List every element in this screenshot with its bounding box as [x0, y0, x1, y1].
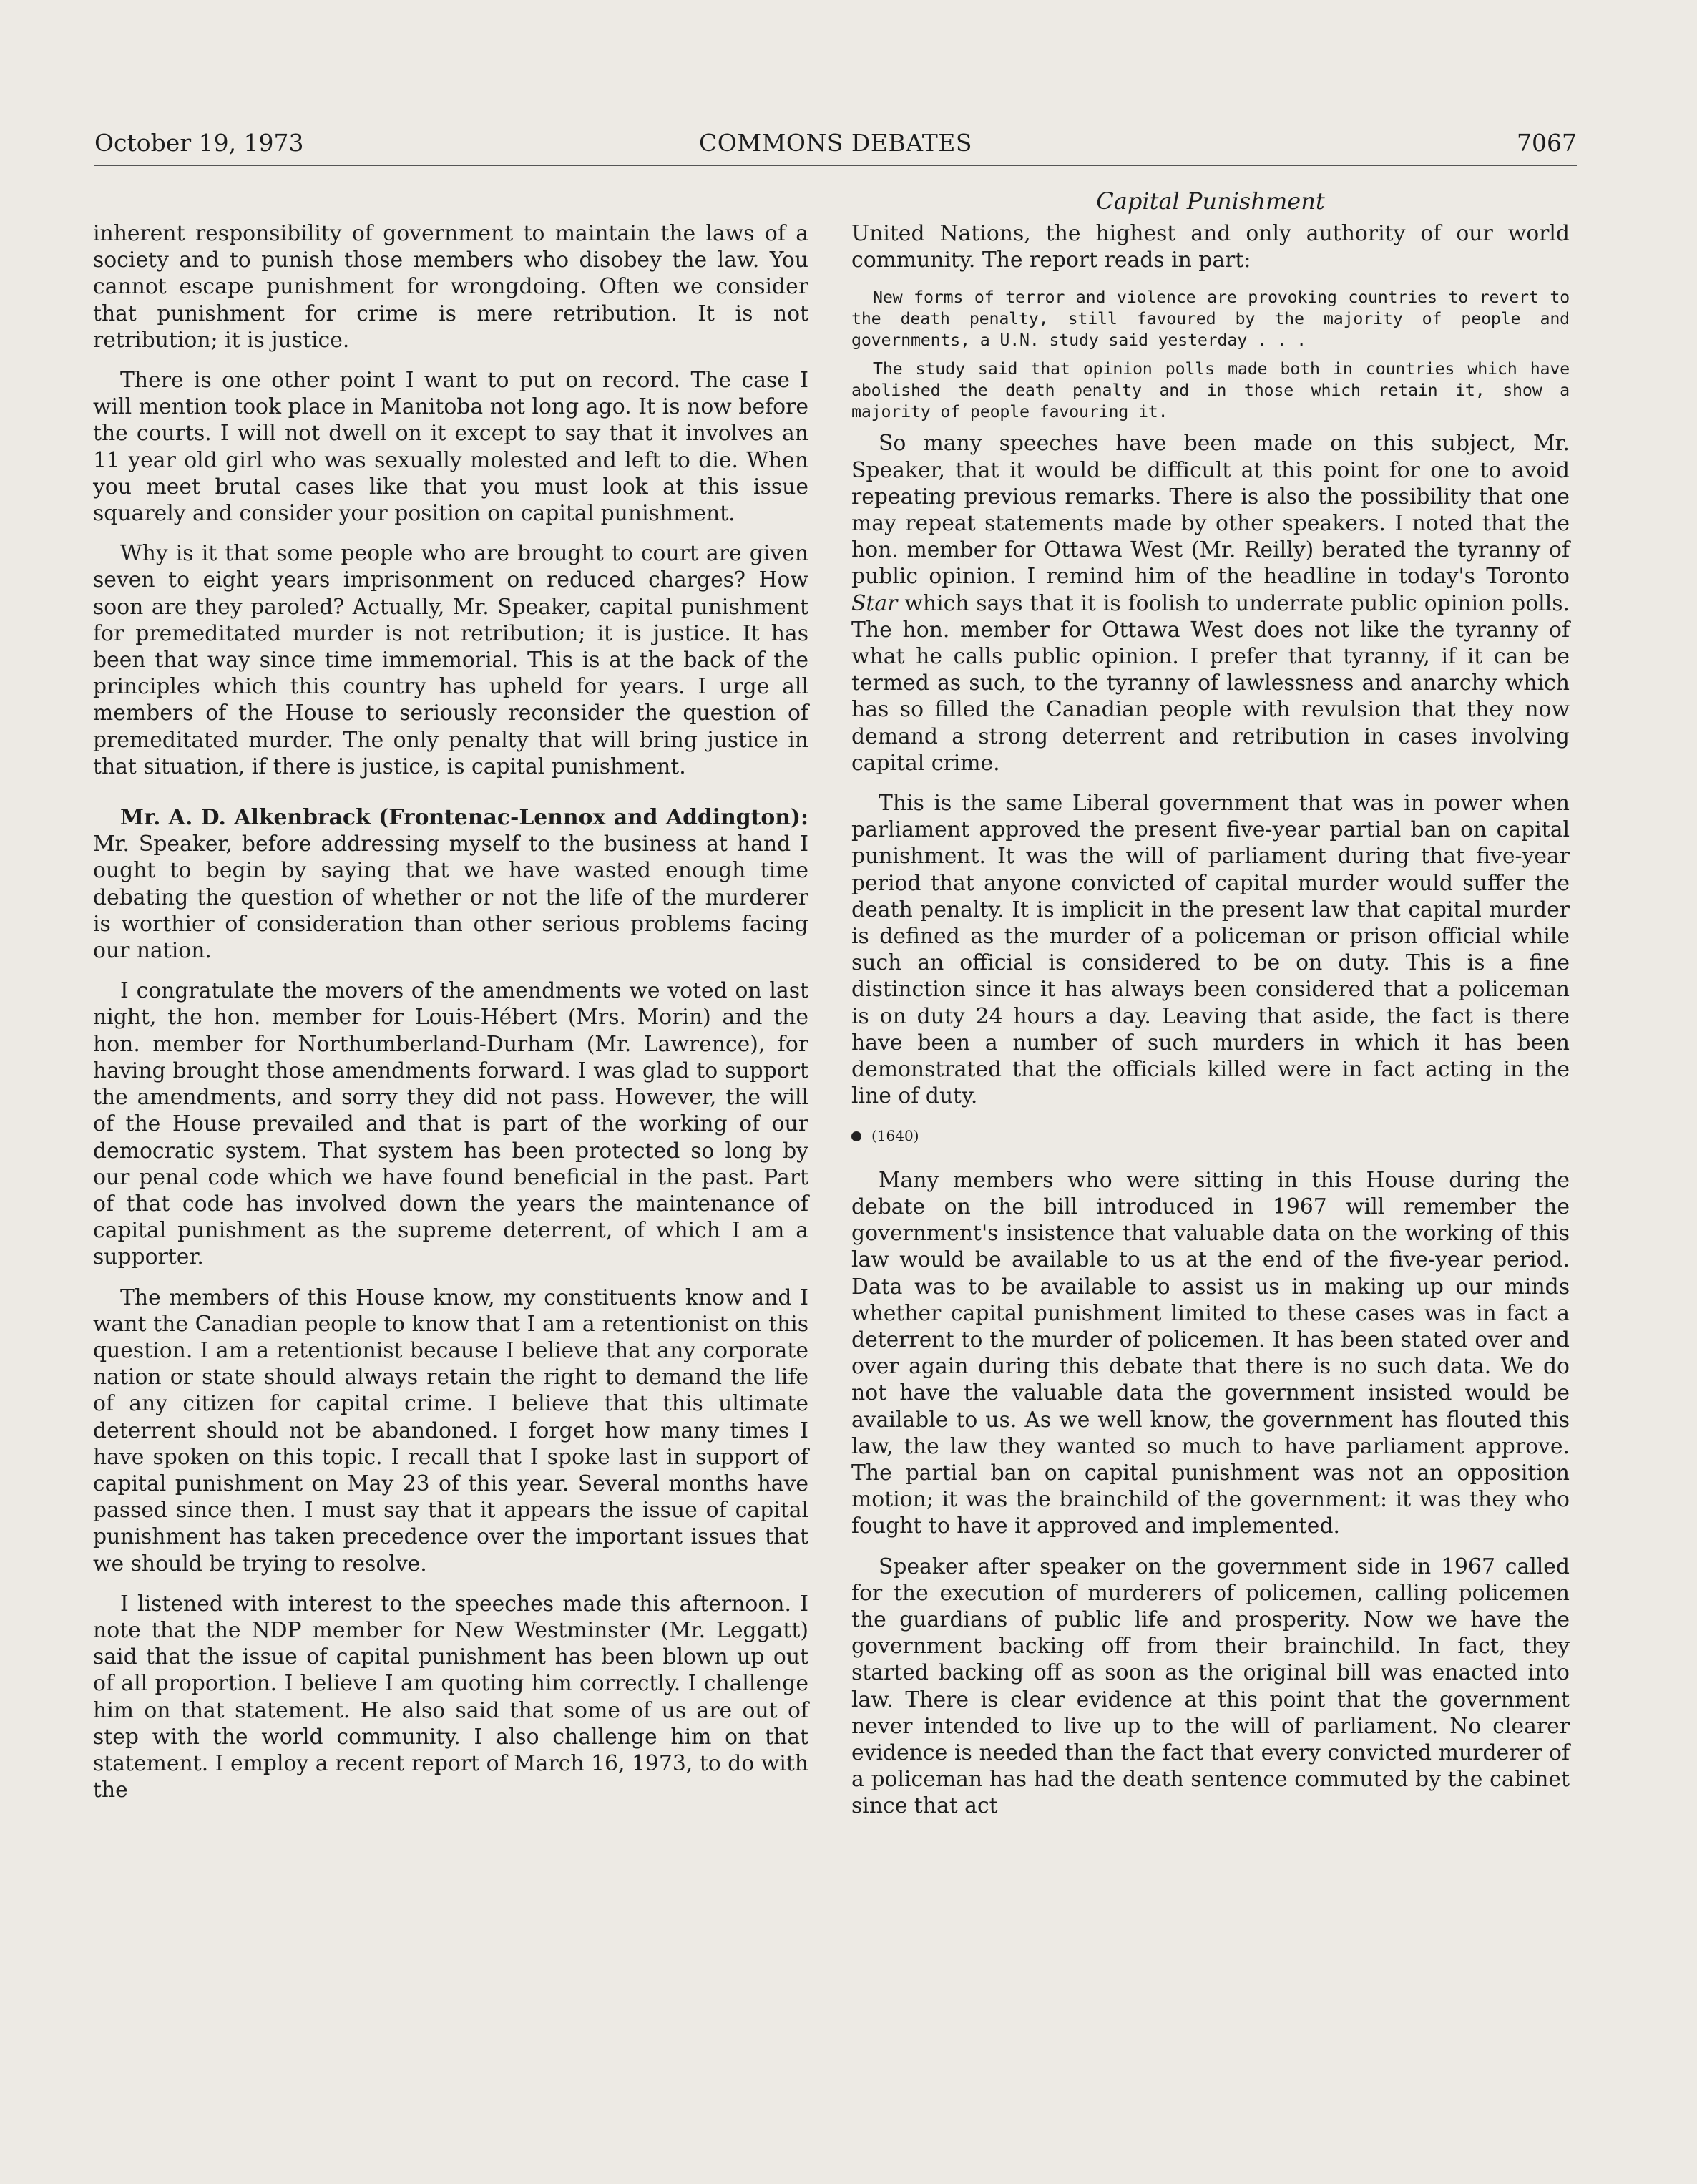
paragraph: I listened with interest to the speeches made this afternoon. I note that the NDP member for New Westminster (Mr. Leggatt) said that the issue of capital punishment has been blown up out of all proportion. I believe I am quoting him correctly. I challenge him on that statement. He also said that some of us are out of step with the world community. I also challenge him on that statement. I employ a recent report of March 16, 1973, to do with the	[93, 1591, 808, 1803]
paragraph: The members of this House know, my constituents know and I want the Canadian people to know that I am a retentionist on this question. I am a retentionist because I believe that any corporate nation or state should always retain the right to demand the life of any citizen for capital crime. I believe that this ultimate deterrent should not be abandoned. I forget how many times I have spoken on this topic. I recall that I spoke last in support of capital punishment on May 23 of this year. Several months have passed since then. I must say that it appears the issue of capital punishment has taken precedence over the important issues that we should be trying to resolve.	[93, 1284, 808, 1576]
paragraph: Many members who were sitting in this House during the debate on the bill introduced in 1967 will remember the government's insistence that valuable data on the working of this law would be available to us at the end of the five-year period. Data was to be available to assist us in making up our minds whether capital punishment limited to these cases was in fact a deterrent to the murder of policemen. It has been stated over and over again during this debate that there is no such data. We do not have the valuable data the government insisted would be available to us. As we well know, the government has flouted this law, the law they wanted so much to have parliament approve. The partial ban on capital punishment was not an opposition motion; it was the brainchild of the government: it was they who fought to have it approved and implemented.	[851, 1167, 1570, 1539]
newspaper-name: Star	[851, 590, 898, 616]
time-marker	[851, 1123, 1570, 1149]
paragraph-text: So many speeches have been made on this subject, Mr. Speaker, that it would be difficult at this point for one to avoid repeating previous remarks. There is also the possibility that one may repeat statements made by other speakers. I noted that the hon. member for Ottawa West (Mr. Reilly) berated the tyranny of public opinion. I remind him of the headline in today's Toronto	[851, 431, 1570, 590]
header-page-number: 7067	[1517, 129, 1577, 157]
paragraph-text: Mr. Speaker, before addressing myself to the business at hand I ought to begin by saying that we have wasted enough time debating the question of whether or not the life of the murderer is worthier of consideration than other serious problems facing our nation.	[93, 832, 808, 964]
header-publication: COMMONS DEBATES	[699, 129, 972, 157]
right-column	[851, 220, 1570, 1833]
time-marker-text: (1640)	[871, 1127, 919, 1145]
block-quote: New forms of terror and violence are provoking countries to revert to the death penalty, still favoured by the majority of people and governments, a U.N. study said yesterday . . .	[851, 288, 1570, 351]
speaker-paragraph	[93, 804, 808, 964]
paragraph	[851, 430, 1570, 776]
page-header	[94, 127, 1577, 166]
left-column	[93, 220, 808, 1817]
header-date: October 19, 1973	[94, 129, 304, 157]
section-title: Capital Punishment	[1096, 187, 1325, 215]
block-quote: The study said that opinion polls made both in countries which have abolished the death penalty and in those which retain it, show a majority of people favouring it.	[851, 359, 1570, 422]
paragraph: Why is it that some people who are brought to court are given seven to eight years imprisonment on reduced charges? How soon are they paroled? Actually, Mr. Speaker, capital punishment for premeditated murder is not retribution; it is justice. It has been that way since time immemorial. This is at the back of the principles which this country has upheld for years. I urge all members of the House to seriously reconsider the question of premeditated murder. The only penalty that will bring justice in that situation, if there is justice, is capital punishment.	[93, 541, 808, 779]
bullet-icon	[851, 1131, 861, 1141]
paragraph: I congratulate the movers of the amendments we voted on last night, the hon. member for Louis-Hébert (Mrs. Morin) and the hon. member for Northumberland-Durham (Mr. Lawrence), for having brought those amendments forward. I was glad to support the amendments, and sorry they did not pass. However, the will of the House prevailed and that is part of the working of our democratic system. That system has been protected so long by our penal code which we have found beneficial in the past. Part of that code has involved down the years the maintenance of capital punishment as the supreme deterrent, of which I am a supporter.	[93, 978, 808, 1270]
paragraph: This is the same Liberal government that was in power when parliament approved the present five-year partial ban on capital punishment. It was the will of parliament during that five-year period that anyone convicted of capital murder would suffer the death penalty. It is implicit in the present law that capital murder is defined as the murder of a policeman or prison official while such an official is considered to be on duty. This is a fine distinction since it has always been considered that a policeman is on duty 24 hours a day. Leaving that aside, the fact is there have been a number of such murders in which it has been demonstrated that the officials killed were in fact acting in the line of duty.	[851, 791, 1570, 1109]
paragraph-text: which says that it is foolish to underrate public opinion polls. The hon. member for Ottawa West does not like the tyranny of what he calls public opinion. I prefer that tyranny, if it can be termed as such, to the tyranny of lawlessness and anarchy which has so filled the Canadian people with revulsion that they now demand a strong deterrent and retribution in cases involving capital crime.	[851, 590, 1570, 776]
paragraph: Speaker after speaker on the government side in 1967 called for the execution of murderers of policemen, calling policemen the guardians of public life and prosperity. Now we have the government backing off from their brainchild. In fact, they started backing off as soon as the original bill was enacted into law. There is clear evidence at this point that the government never intended to live up to the will of parliament. No clearer evidence is needed than the fact that every convicted murderer of a policeman has had the death sentence commuted by the cabinet since that act	[851, 1554, 1570, 1819]
paragraph: There is one other point I want to put on record. The case I will mention took place in Manitoba not long ago. It is now before the courts. I will not dwell on it except to say that it involves an 11 year old girl who was sexually molested and left to die. When you meet brutal cases like that you must look at this issue squarely and consider your position on capital punishment.	[93, 368, 808, 527]
paragraph: inherent responsibility of government to maintain the laws of a society and to punish those members who disobey the law. You cannot escape punishment for wrongdoing. Often we consider that punishment for crime is mere retribution. It is not retribution; it is justice.	[93, 221, 808, 353]
speaker-name: Mr. A. D. Alkenbrack (Frontenac-Lennox and Addington):	[120, 805, 808, 831]
paragraph: United Nations, the highest and only authority of our world community. The report reads in part:	[851, 221, 1570, 273]
